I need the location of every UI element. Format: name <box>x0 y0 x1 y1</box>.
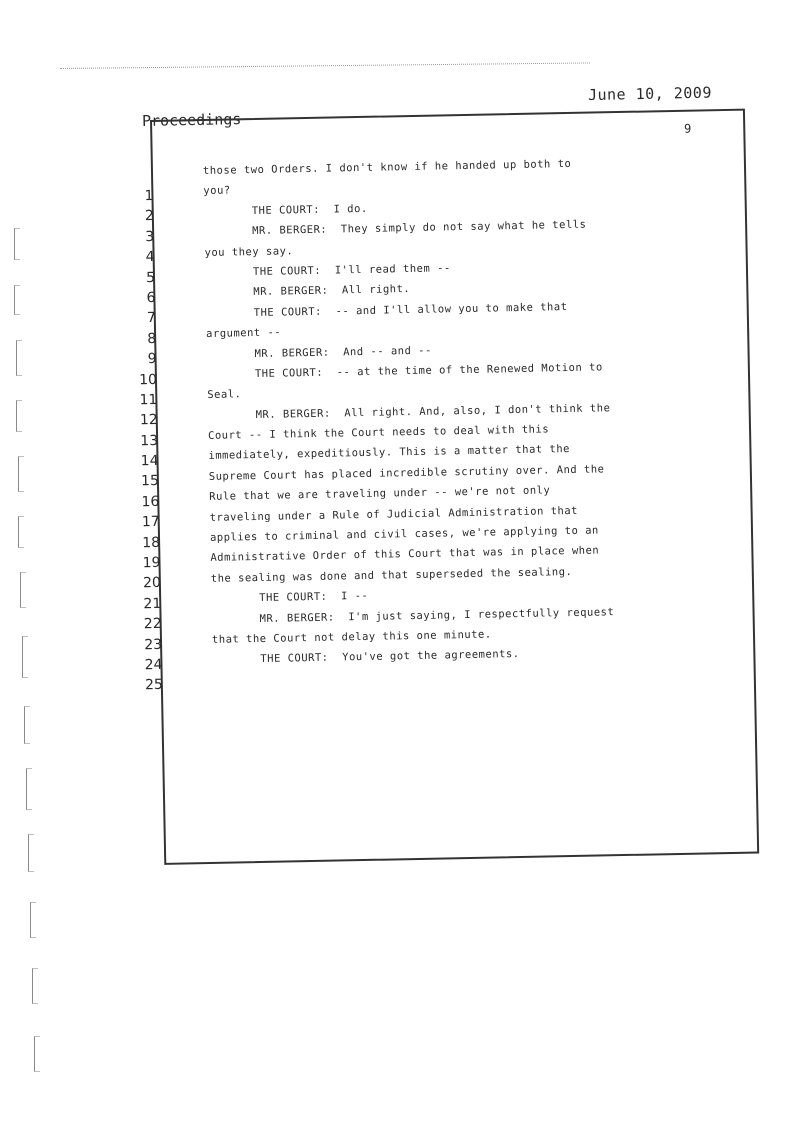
line-number: 18 <box>142 534 161 551</box>
transcript-line: THE COURT: I'll read them -- <box>252 262 451 279</box>
transcript-line: those two Orders. I don't know if he handed up both to <box>202 157 572 177</box>
binder-mark <box>28 834 34 872</box>
line-number: 9 <box>147 351 157 368</box>
transcript-page <box>139 109 759 865</box>
binder-mark <box>30 902 36 938</box>
line-number: 3 <box>145 228 155 245</box>
transcript-line: you? <box>203 184 231 198</box>
binder-mark <box>22 636 28 678</box>
transcript-line: Seal. <box>207 388 242 402</box>
line-number: 19 <box>142 554 161 572</box>
binder-mark <box>14 228 20 260</box>
line-number: 16 <box>141 493 160 511</box>
line-number: 23 <box>144 636 163 653</box>
line-number-column <box>123 186 163 696</box>
transcript-line: MR. BERGER: And -- and -- <box>254 344 432 360</box>
line-number: 14 <box>140 452 159 470</box>
line-number: 24 <box>144 656 163 674</box>
transcript-line: MR. BERGER: I'm just saying, I respectfully request <box>259 605 615 625</box>
binder-mark <box>20 572 26 608</box>
line-number: 17 <box>141 514 160 531</box>
transcript-line: THE COURT: You've got the agreements. <box>260 648 520 666</box>
line-number: 2 <box>144 208 155 225</box>
binder-mark <box>24 706 30 744</box>
transcript-line: immediately, expeditiously. This is a matter that the <box>208 443 571 463</box>
binder-mark <box>14 285 20 315</box>
transcript-line: Rule that we are traveling under -- we're not only <box>209 484 551 504</box>
section-title: Proceedings <box>141 110 242 130</box>
line-number: 6 <box>146 289 156 307</box>
binder-mark <box>16 340 22 376</box>
line-number: 5 <box>145 269 156 286</box>
binder-mark <box>16 400 22 432</box>
transcript-line: the sealing was done and that superseded the sealing. <box>210 565 573 585</box>
line-number: 7 <box>146 310 156 327</box>
transcript-line: traveling under a Rule of Judicial Administration that <box>209 504 579 524</box>
binder-mark <box>34 1036 40 1072</box>
transcript-line: THE COURT: I -- <box>259 590 369 605</box>
transcript-line: MR. BERGER: All right. <box>253 283 411 299</box>
transcript-line: argument -- <box>206 326 282 341</box>
transcript-date: June 10, 2009 <box>587 83 713 104</box>
line-number: 25 <box>144 677 164 694</box>
transcript-line: Administrative Order of this Court that was in place when <box>210 544 600 565</box>
line-number: 10 <box>139 371 158 388</box>
line-number: 22 <box>143 616 162 633</box>
line-number: 15 <box>140 473 160 490</box>
binder-mark <box>18 456 24 492</box>
line-number: 4 <box>145 249 155 266</box>
line-number: 11 <box>139 391 158 409</box>
transcript-line: that the Court not delay this one minute. <box>211 628 492 646</box>
transcript-line: MR. BERGER: All right. And, also, I don't think the <box>255 401 611 421</box>
transcript-line: applies to criminal and civil cases, we're applying to an <box>209 524 599 544</box>
line-number: 12 <box>139 412 158 429</box>
transcript-line: THE COURT: -- and I'll allow you to make that <box>253 300 568 319</box>
page-number: 9 <box>683 121 692 136</box>
transcript-line: you they say. <box>204 244 294 259</box>
line-number: 13 <box>140 432 159 449</box>
binder-mark <box>32 968 38 1004</box>
transcript-line: THE COURT: I do. <box>251 202 368 217</box>
transcript-line: Supreme Court has placed incredible scrutiny over. And the <box>208 463 605 483</box>
binder-mark <box>26 768 32 810</box>
transcript-line: Court -- I think the Court needs to deal with this <box>207 423 550 443</box>
line-number: 21 <box>143 595 162 613</box>
transcript-line: MR. BERGER: They simply do not say what he tells <box>252 218 587 238</box>
binder-mark <box>18 516 24 548</box>
line-number: 1 <box>144 187 154 205</box>
line-number: 20 <box>142 575 162 592</box>
scan-artifact-line <box>60 62 590 69</box>
transcript-body <box>203 151 744 671</box>
line-number: 8 <box>147 330 157 347</box>
transcript-line: THE COURT: -- at the time of the Renewed Motion to <box>254 361 603 380</box>
